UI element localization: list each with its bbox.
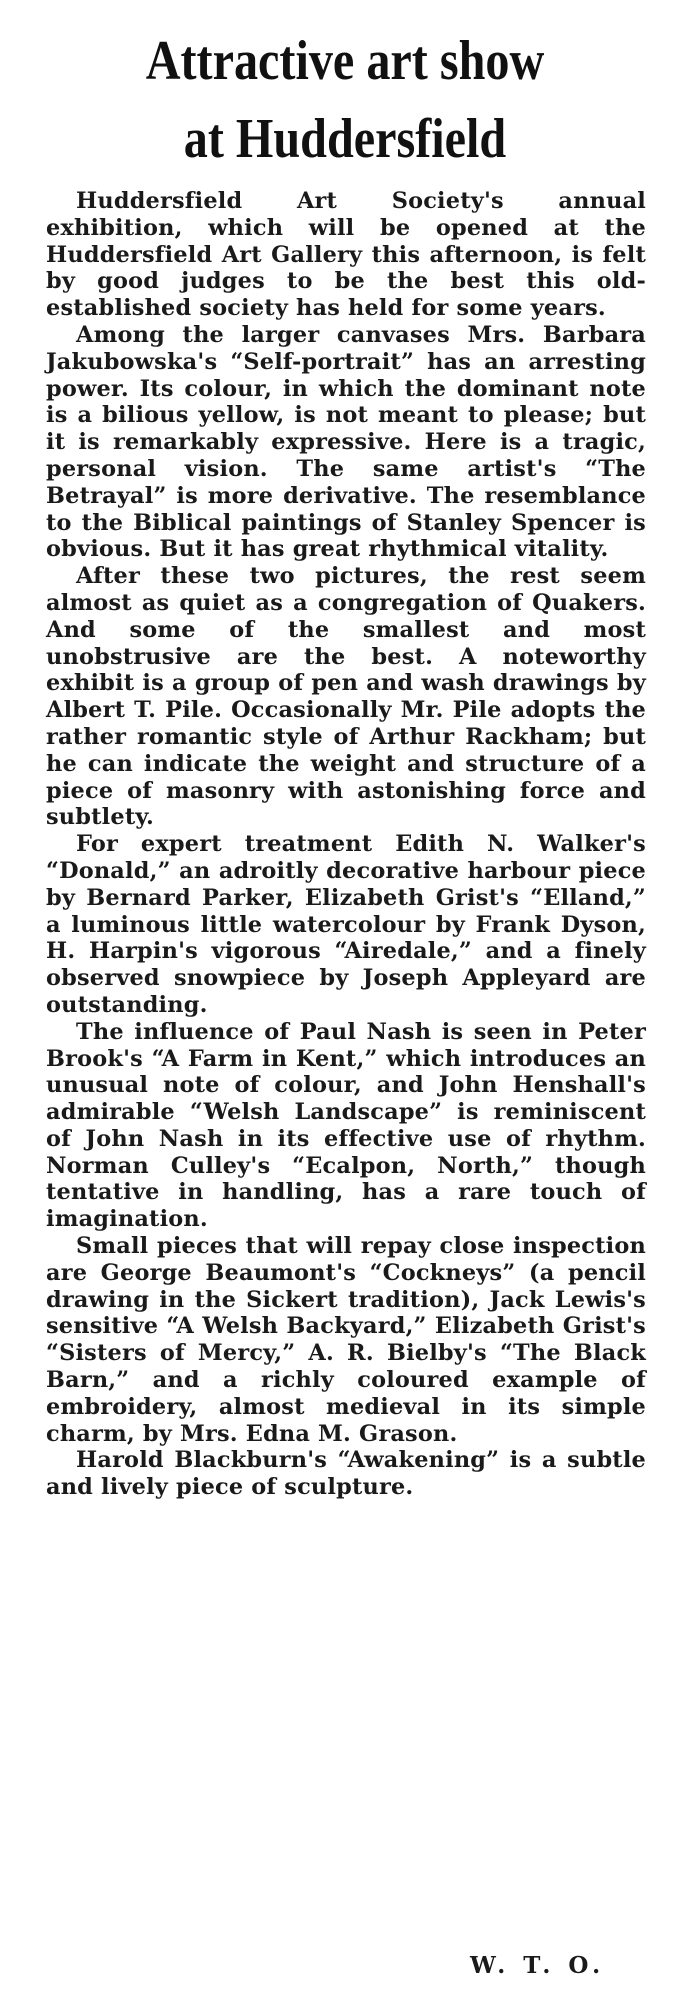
author-signature: W. T. O. <box>470 1952 606 1979</box>
paragraph-expert-treatment: For expert treatment Edith N. Walker's “Donald,” an adroitly decorative harbour piece by Bernard Parker, Elizabeth Grist's “Elland,” a luminous little watercolour by Frank Dyson, H. Harpin's vigorous “Airedale,” and a finely observed snowpiece by Joseph Appleyard are outstanding. <box>46 831 646 1018</box>
headline-line-2: at Huddersfield <box>183 108 507 170</box>
paragraph-paul-nash-influence: The influence of Paul Nash is seen in Peter Brook's “A Farm in Kent,” which introduces an unusual note of colour, and John Henshall's admirable “Welsh Landscape” is reminiscent of John Nash in its effective use of rhythm. Norman Culley's “Ecalpon, North,” though tentative in handling, has a rare touch of imagination. <box>46 1018 646 1233</box>
paragraph-larger-canvases: Among the larger canvases Mrs. Barbara Jakubowska's “Self-portrait” has an arresting power. Its colour, in which the dominant note is a bilious yellow, is not meant to please; but it is remarkably expressive. Here is a tragic, personal vision. The same artist's “The Betrayal” is more derivative. The resemblance to the Biblical paintings of Stanley Spencer is obvious. But it has great rhythmical vitality. <box>46 321 646 563</box>
headline-line-1: Attractive art show <box>145 30 545 92</box>
paragraph-intro: Huddersfield Art Society's annual exhibition, which will be opened at the Huddersfield Art Gallery this afternoon, is felt by good judges to be the best this old-established society has held for some years. <box>46 188 646 322</box>
headline <box>66 22 625 178</box>
paragraph-quiet-pictures: After these two pictures, the rest seem almost as quiet as a congregation of Quakers. And some of the smallest and most unobstrusive are the best. A noteworthy exhibit is a group of pen and wash drawings by Albert T. Pile. Occasionally Mr. Pile adopts the rather romantic style of Arthur Rackham; but he can indicate the weight and structure of a piece of masonry with astonishing force and subtlety. <box>46 563 646 831</box>
paragraph-sculpture: Harold Blackburn's “Awakening” is a subtle and lively piece of sculpture. <box>46 1447 646 1501</box>
article-body <box>46 188 646 1501</box>
paragraph-small-pieces: Small pieces that will repay close inspection are George Beaumont's “Cockneys” (a pencil drawing in the Sickert tradition), Jack Lewis's sensitive “A Welsh Backyard,” Elizabeth Grist's “Sisters of Mercy,” A. R. Bielby's “The Black Barn,” and a richly coloured example of embroidery, almost medieval in its simple charm, by Mrs. Edna M. Grason. <box>46 1233 646 1447</box>
